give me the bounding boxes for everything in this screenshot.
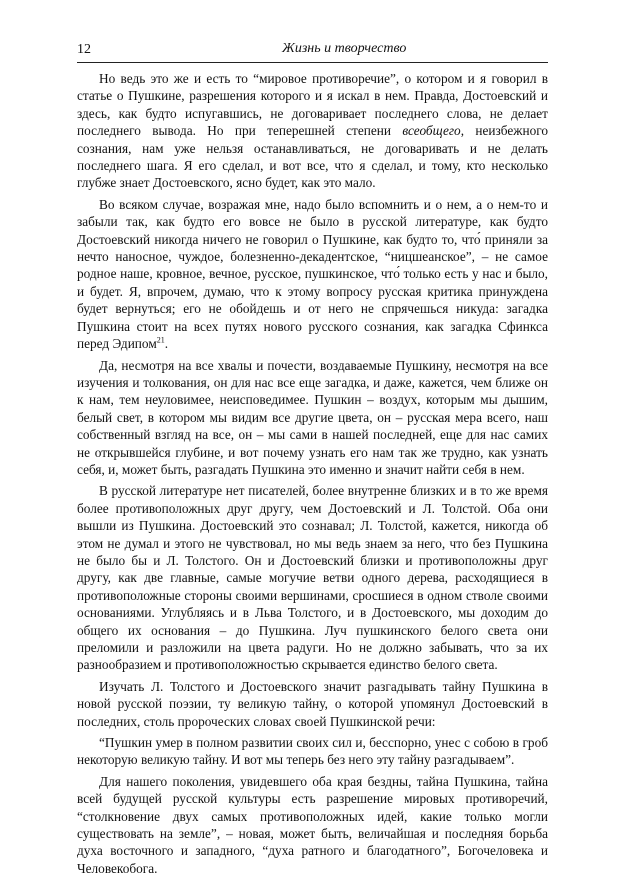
- page-number: 12: [77, 42, 91, 57]
- paragraph: [77, 678, 548, 730]
- text-run: Но ведь это же и есть то “мировое противоречие”, о котором и я говорил в статье о Пушкине, разрешения которого и я искал в нем. Правда, Достоевский и здесь, как будто испугавшись, не договаривает последнего слова, не делает последнего вывода. Но при теперешней степени: [77, 71, 548, 139]
- text-run: “Пушкин умер в полном развитии своих сил и, бесспорно, унес с собою в гроб некоторую великую тайну. И вот мы теперь без него эту тайну разгадываем”.: [77, 735, 548, 768]
- emphasis-text: всеобщего: [402, 123, 461, 139]
- quote-paragraph: [77, 734, 548, 769]
- header-rule: [77, 62, 548, 63]
- text-run: Изучать Л. Толстого и Достоевского значит разгадывать тайну Пушкина в новой русской поэзии, ту великую тайну, о которой упомянул Достоевский в последних, столь пророческих словах своей Пушкинской речи:: [77, 678, 548, 729]
- paragraph: [77, 773, 548, 877]
- text-run: В русской литературе нет писателей, более внутренне близких и в то же время более противоположных друг другу, чем Достоевский и Л. Толстой. Оба они вышли из Пушкина. Достоевский это сознавал; Л. Толстой, кажется, никогда об этом не думал и этого не чувствовал, но мы ведь знаем за него, что без Пушкина не было бы и Л. Толстого. Он и Достоевский близки и противоположны друг другу, как две главные, самые могучие ветви одного дерева, расходящиеся в противоположные стороны своими вершинами, сросшиеся в одном стволе своими основаниями. Углубляясь и в Льва Толстого, и в Достоевского, мы доходим до общего их основания – до Пушкина. Луч пушкинского белого света они преломили и разложили на цвета радуги. Но не должно забывать, что за их разнообразием и противоположностью скрывается единство белого света.: [77, 483, 548, 673]
- running-title: Жизнь и творчество: [282, 41, 407, 56]
- paragraph: [77, 357, 548, 479]
- text-run: Для нашего поколения, увидевшего оба края бездны, тайна Пушкина, тайна всей будущей русской культуры есть разрешение мировых противоречий, “столкновение двух самых противоположных идей, какие только могли существовать на земле”, – новая, может быть, величайшая и последняя борьба духа восточного и западного, “духа ратного и благодатного”, Богочеловека и Человекобога.: [77, 773, 548, 876]
- body-text: [77, 70, 548, 881]
- paragraph: [77, 482, 548, 673]
- text-run: .: [164, 336, 169, 352]
- paragraph: [77, 196, 548, 353]
- page-header: [77, 40, 548, 62]
- text-run: Во всяком случае, возражая мне, надо было вспомнить и о нем, а о нем-то и забыли так, как будто его вовсе не было в русской литературе, как будто Достоевский никогда ничего не говорил о Пушкине, как будто то, что́ приняли за нечто наносное, чуждое, болезненно-декадентское, “ницшеанское”, – не самое родное наше, кровное, вечное, русское, пушкинское, что́ только есть у нас и было, и будет. Я, впрочем, думаю, что к этому вопросу русская критика принуждена будет вернуться; его не обойдешь и от него не спрячешься никуда: загадка Пушкина стоит на всех путях нового русского сознания, как загадка Сфинкса перед Эдипом: [77, 196, 548, 352]
- text-run: Да, несмотря на все хвалы и почести, воздаваемые Пушкину, несмотря на все изучения и толкования, он для нас все еще загадка, и даже, кажется, чем ближе он к нам, тем неуловимее, неисповедимее. Пушкин – воздух, которым мы дышим, белый свет, в котором мы видим все другие цвета, он – русская мера всего, наш собственный взгляд на все, он – мы сами в нашей последней, еще для нас самих не открывшейся глубине, и вот почему узнать его нам так же трудно, как узнать себя, и, может быть, разгадать Пушкина это именно и значит найти себя в нем.: [77, 357, 548, 477]
- footnote-ref: 21: [156, 335, 165, 345]
- paragraph: [77, 70, 548, 192]
- text-run: , неизбежного сознания, нам уже нельзя останавливаться, не договаривать и не делать последнего шага. Я его сделал, и вот все, что я сделал, и тому, кто несколько глубже знает Достоевского, ясно будет, как это мало.: [77, 123, 549, 191]
